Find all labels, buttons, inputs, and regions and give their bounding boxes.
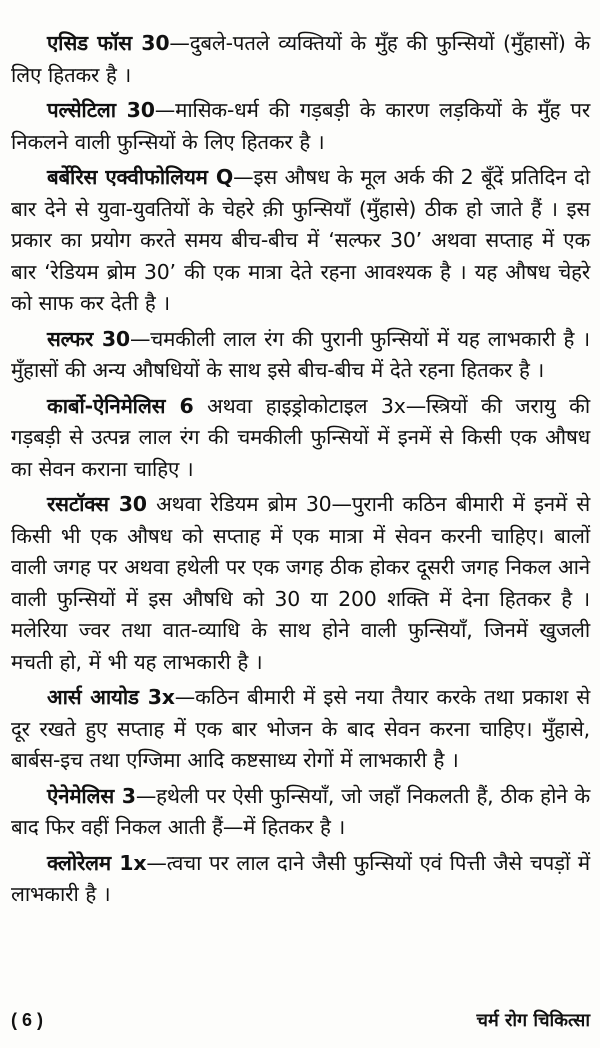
remedy-description: —मासिक-धर्म की गड़बड़ी के कारण लड़कियों के मुँह पर निकलने वाली फुन्सियों के लिए हितकर है । <box>11 98 591 154</box>
medicine-name: ऐनेमेलिस 3 <box>47 783 136 808</box>
remedy-paragraph <box>11 682 590 777</box>
remedy-description: —कठिन बीमारी में इसे नया तैयार करके तथा प्रकाश से दूर रखते हुए सप्ताह में एक बार भोजन के बाद सेवन करना चाहिए। मुँहासे, बार्बस-इच तथा एग्जिमा आदि कष्टसाध्य रोगों में लाभकारी है । <box>11 685 591 772</box>
remedy-description: —चमकीली लाल रंग की पुरानी फुन्सियों में यह लाभकारी है । मुँहासों की अन्य औषधियों के साथ इसे बीच-बीच में देते रहना हितकर है । <box>11 326 590 382</box>
remedy-description: अथवा रेडियम ब्रोम 30—पुरानी कठिन बीमारी में इनमें से किसी भी एक औषध को सप्ताह में एक मात्रा में सेवन करनी चाहिए। बालों वाली जगह पर अथवा हथेली पर एक जगह ठीक होकर दूसरी जगह निकल आने वाली फुन्सियों में इस औषधि को 30 या 200 शक्ति में देना हितकर है । मलेरिया ज्वर तथा वात-व्याधि के साथ होने वाली फुन्सियाँ, जिनमें खुजली मचती हो, में भी यह लाभकारी है । <box>11 492 591 674</box>
medicine-name: एसिड फॉस 30 <box>47 31 170 55</box>
remedy-paragraph <box>11 781 590 844</box>
remedy-description: —त्वचा पर लाल दाने जैसी फुन्सियों एवं पित्ती जैसे चपड़ों में लाभकारी है । <box>11 850 590 906</box>
remedy-paragraph <box>11 324 590 387</box>
remedy-description: —इस औषध के मूल अर्क की 2 बूँदें प्रतिदिन दो बार देने से युवा-युवतियों के चेहरे क़ी फुन्सियाँ (मुँहासे) ठीक हो जाते हैं । इस प्रकार का प्रयोग करते समय बीच-बीच में ‘सल्फर 30’ अथवा सप्ताह में एक बार ‘रेडियम ब्रोम 30’ की एक मात्रा देते रहना आवश्यक है । यह औषध चेहरे को साफ कर देती है । <box>11 165 590 315</box>
remedy-paragraph <box>11 391 590 486</box>
medicine-name: बर्बेरिस एक्वीफोलियम Q <box>47 165 234 189</box>
medicine-name: कार्बो-ऐनिमेलिस 6 <box>47 393 194 418</box>
medicine-name: पल्सेटिला 30 <box>47 98 155 122</box>
remedy-paragraph <box>11 489 590 678</box>
remedy-description: —दुबले-पतले व्यक्तियों के मुँह की फुन्सियों (मुँहासों) के लिए हितकर है । <box>11 31 590 87</box>
remedy-description: अथवा हाइड्रोकोटाइल 3x—स्त्रियों की जरायु की गड़बड़ी से उत्पन्न लाल रंग की चमकीली फुन्सियों में इनमें से किसी एक औषध का सेवन कराना चाहिए । <box>11 393 590 481</box>
page-footer <box>11 1008 590 1032</box>
remedy-paragraph <box>11 848 590 911</box>
remedy-paragraph <box>11 162 590 320</box>
remedy-paragraph <box>11 95 590 158</box>
medicine-name: रसटॉक्स 30 <box>47 492 147 516</box>
remedy-paragraph <box>11 28 590 91</box>
medicine-name: आर्स आयोड 3x <box>47 685 175 709</box>
medicine-name: क्लोरेलम 1x <box>47 850 147 875</box>
page-number: ( 6 ) <box>11 1010 44 1030</box>
remedy-description: —हथेली पर ऐसी फुन्सियाँ, जो जहाँ निकलती हैं, ठीक होने के बाद फिर वहीं निकल आती हैं—में हितकर है । <box>11 783 590 839</box>
running-title: चर्म रोग चिकित्सा <box>476 1010 590 1031</box>
medicine-name: सल्फर 30 <box>47 326 130 351</box>
